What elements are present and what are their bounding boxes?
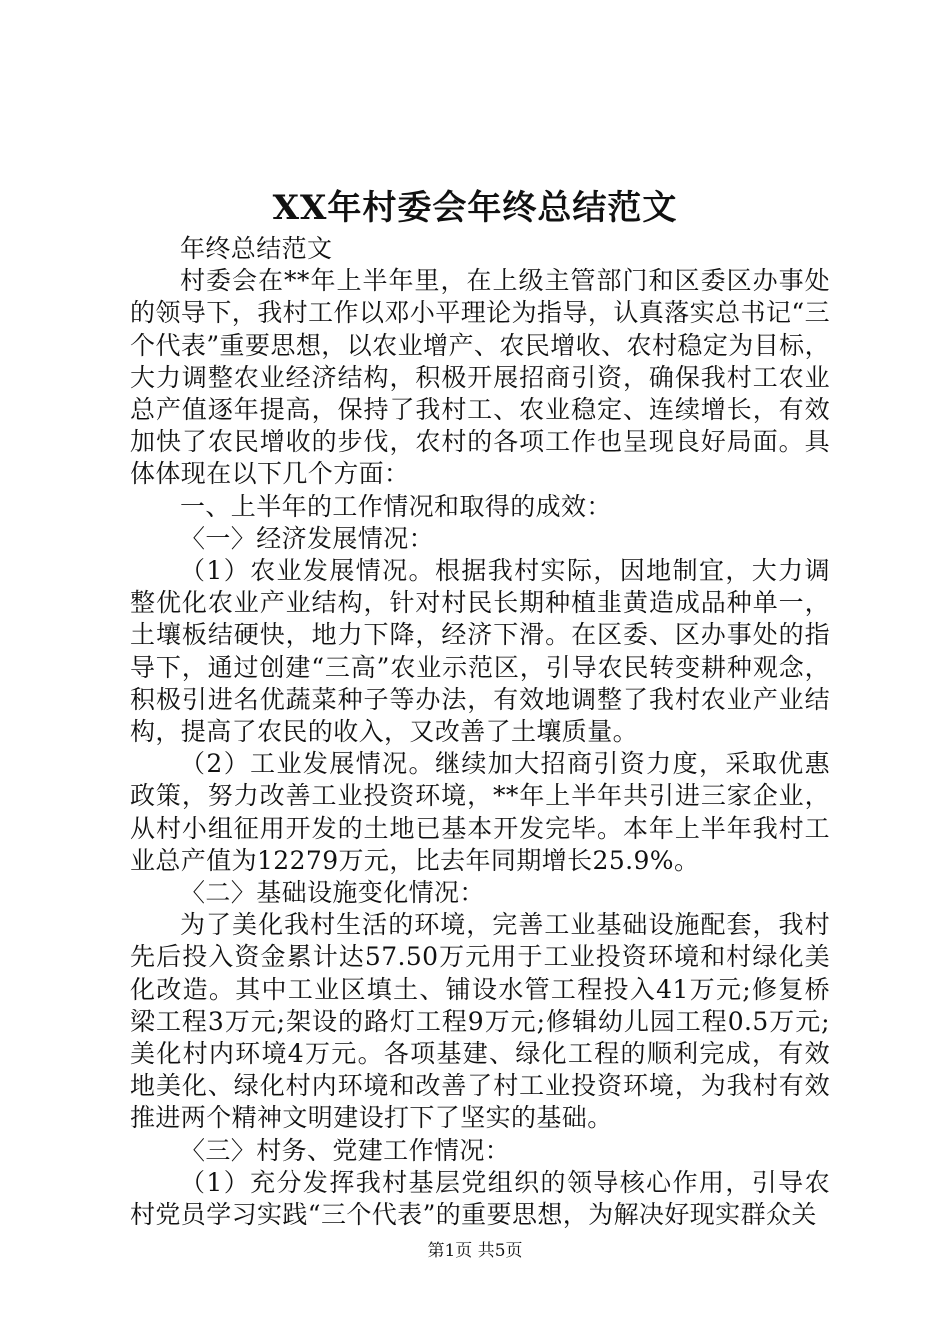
body-paragraph: （1）农业发展情况。根据我村实际，因地制宜，大力调整优化农业产业结构，针对村民长期种植韭黄造成品种单一，土壤板结硬快，地力下降，经济下滑。在区委、区办事处的指导下，通过创建“三高”农业示范区，引导农民转变耕种观念，积极引进名优蔬菜种子等办法，有效地调整了我村农业产业结构，提高了农民的收入，又改善了土壤质量。 xyxy=(130,556,830,747)
subsection-heading: 〈三〉村务、党建工作情况： xyxy=(180,1135,511,1165)
page-footer: 第1页 共5页 xyxy=(427,1241,523,1261)
body-paragraph: （1）充分发挥我村基层党组织的领导核心作用，引导农村党员学习实践“三个代表”的重要思想，为解决好现实群众关 xyxy=(130,1167,830,1230)
body-paragraph: 年终总结范文 xyxy=(180,234,333,263)
body-paragraph: 为了美化我村生活的环境，完善工业基础设施配套，我村先后投入资金累计达57.50万元用于工业投资环境和村绿化美化改造。其中工业区填土、铺设水管工程投入41万元;修复桥梁工程3万元;架设的路灯工程9万元;修辑幼儿园工程0.5万元;美化村内环境4万元。各项基建、绿化工程的顺利完成，有效地美化、绿化村内环境和改善了村工业投资环境，为我村有效推进两个精神文明建设打下了坚实的基础。 xyxy=(130,910,830,1133)
body-paragraph: 村委会在**年上半年里，在上级主管部门和区委区办事处的领导下，我村工作以邓小平理论为指导，认真落实总书记“三个代表”重要思想，以农业增产、农民增收、农村稳定为目标，大力调整农业经济结构，积极开展招商引资，确保我村工农业总产值逐年提高，保持了我村工、农业稳定、连续增长，有效加快了农民增收的步伐，农村的各项工作也呈现良好局面。具体体现在以下几个方面： xyxy=(130,266,830,489)
body-paragraph: （2）工业发展情况。继续加大招商引资力度，采取优惠政策，努力改善工业投资环境，**年上半年共引进三家企业，从村小组征用开发的土地已基本开发完毕。本年上半年我村工业总产值为12279万元，比去年同期增长25.9%。 xyxy=(130,749,830,875)
document-title: XX年村委会年终总结范文 xyxy=(272,188,678,228)
document-body xyxy=(130,233,830,1231)
subsection-heading: 〈二〉基础设施变化情况： xyxy=(180,878,485,908)
section-heading: 一、上半年的工作情况和取得的成效： xyxy=(180,491,612,521)
subsection-heading: 〈一〉经济发展情况： xyxy=(180,523,435,553)
